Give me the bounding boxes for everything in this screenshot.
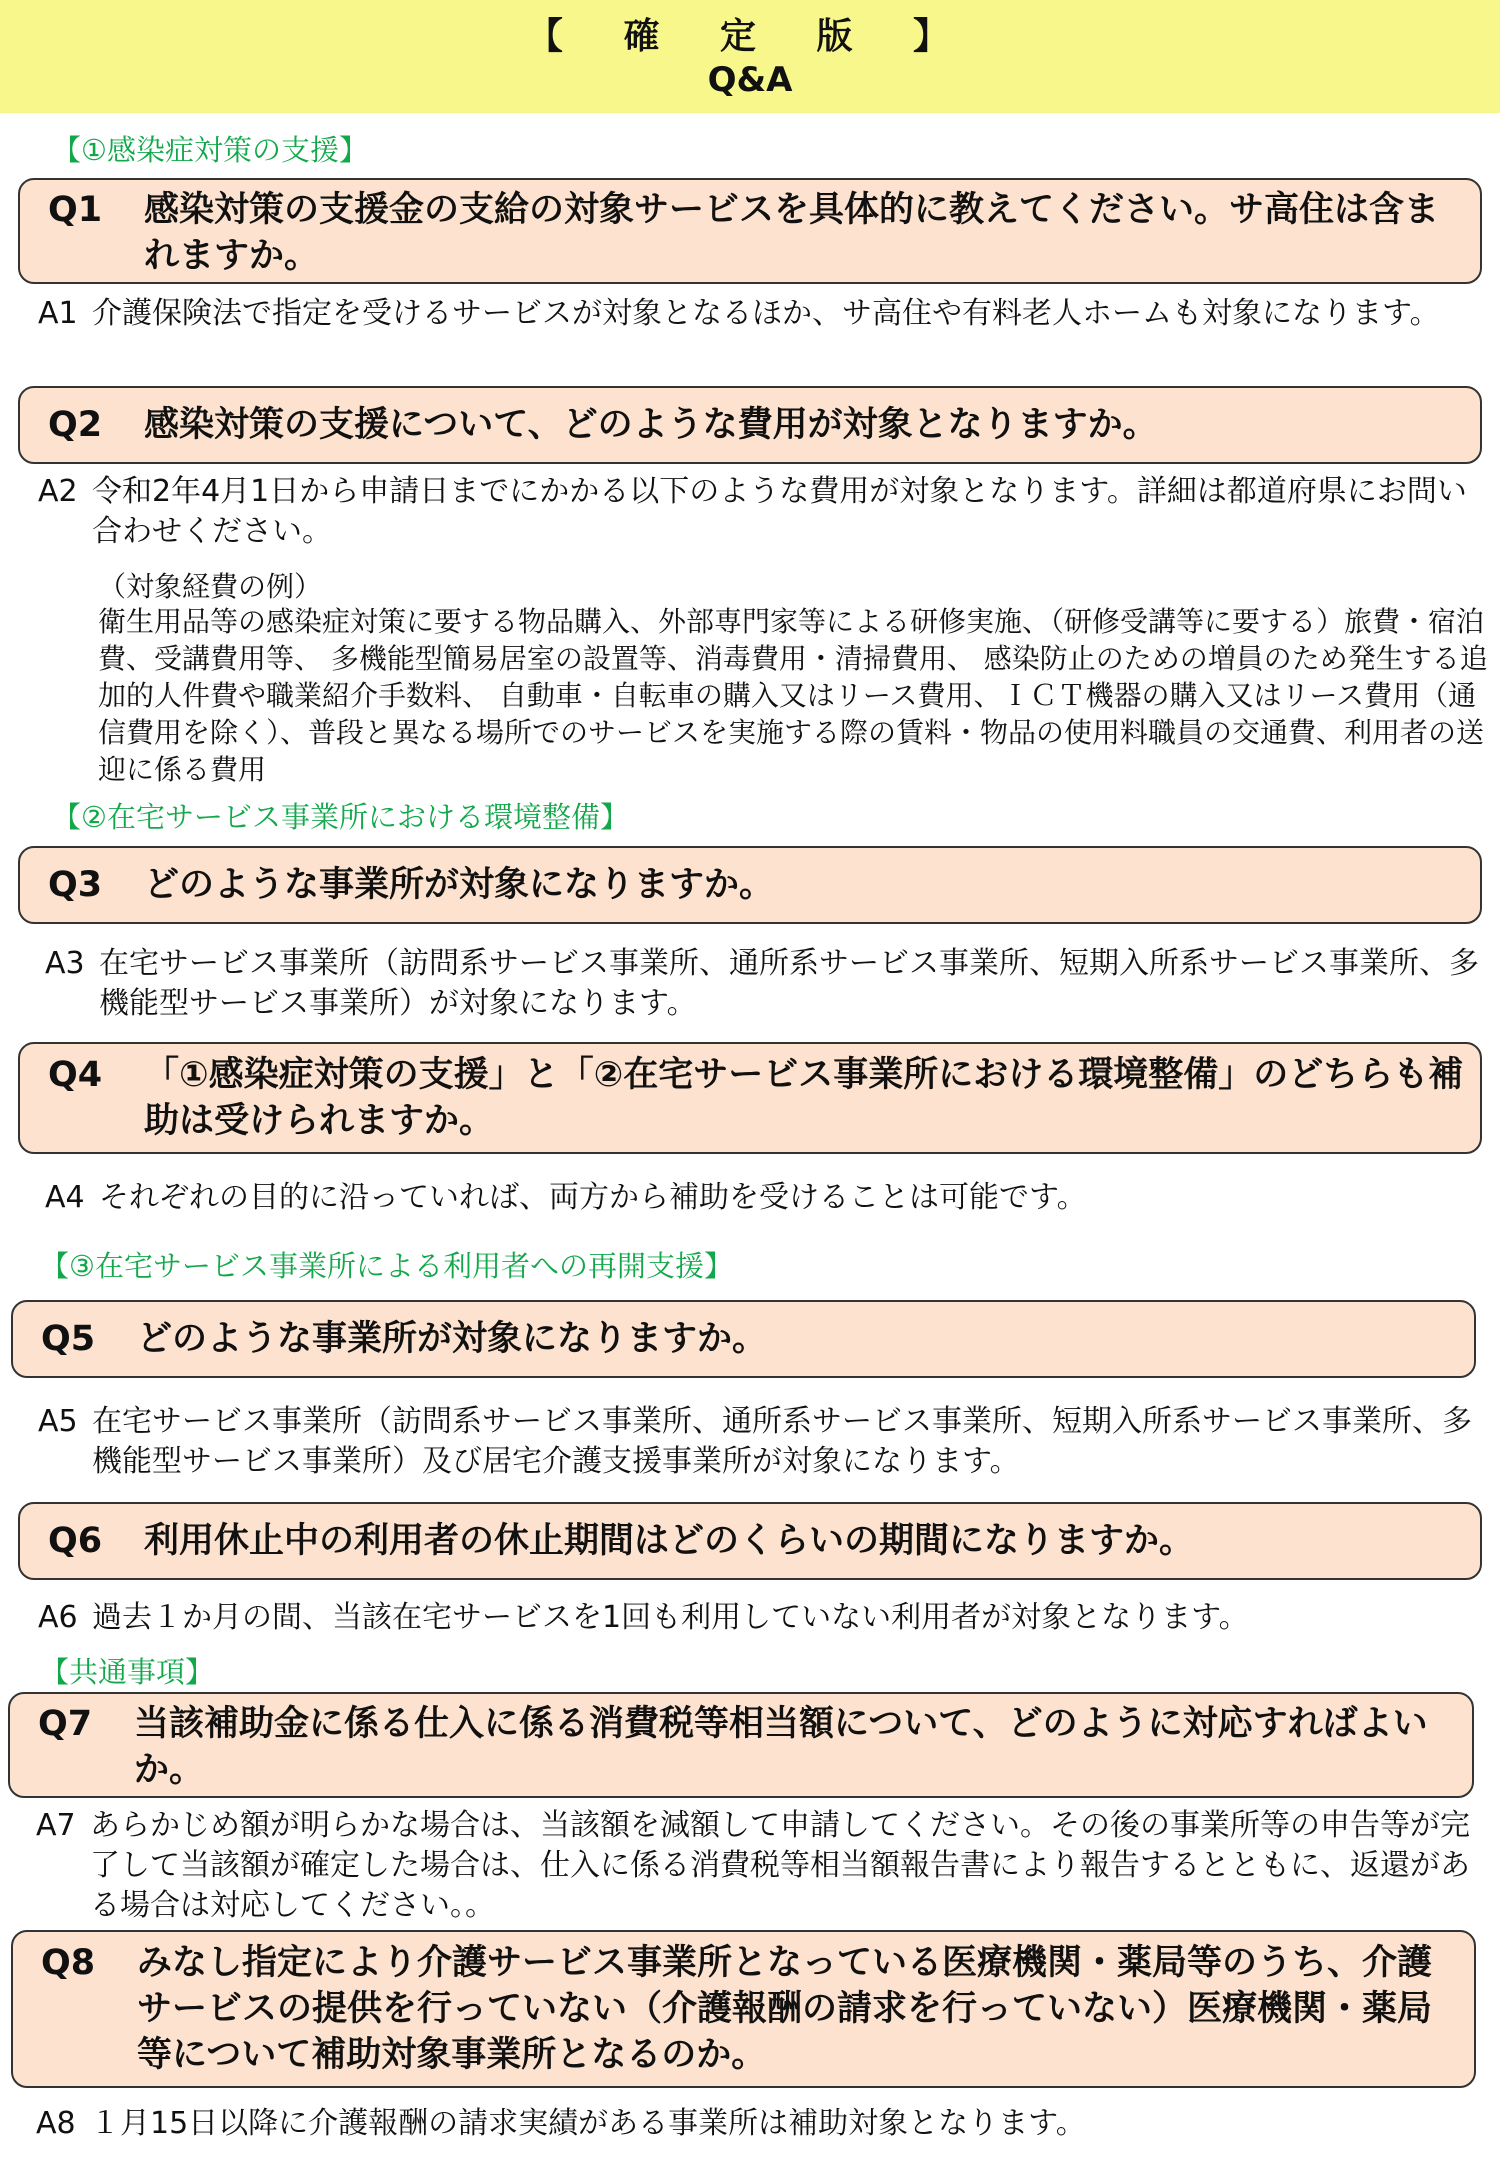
answer-1 (38, 294, 1488, 334)
question-text: 利用休止中の利用者の休止期間はどのくらいの期間になりますか。 (144, 1521, 1195, 1561)
answer-number: A4 (45, 1180, 85, 1215)
question-box-2 (18, 386, 1482, 464)
question-box-5 (11, 1300, 1476, 1378)
question-box-8 (11, 1930, 1476, 2088)
document-title: 【 確 定 版 】 (526, 16, 974, 57)
question-text: みなし指定により介護サービス事業所となっている医療機関・薬局等のうち、介護サービスの提供を行っていない（介護報酬の請求を行っていない）医療機関・薬局等について補助対象事業所となるのか。 (137, 1943, 1433, 2075)
answer-text: 令和2年4月1日から申請日までにかかる以下のような費用が対象となります。詳細は都道府県にお問い合わせください。 (92, 474, 1467, 549)
answer-number: A6 (38, 1600, 78, 1635)
answer-text: １月15日以降に介護報酬の請求実績がある事業所は補助対象となります。 (90, 2106, 1086, 2141)
answer-7 (36, 1806, 1488, 1926)
section-heading-3: 【③在宅サービス事業所による利用者への再開支援】 (40, 1249, 733, 1283)
answer-2 (38, 472, 1488, 552)
question-text: 感染対策の支援について、どのような費用が対象となりますか。 (144, 405, 1158, 445)
expense-example-label: （対象経費の例） (98, 570, 323, 603)
question-box-6 (18, 1502, 1482, 1580)
section-heading-1: 【①感染症対策の支援】 (52, 133, 368, 167)
document-subtitle: Q&A (707, 60, 793, 100)
question-text: 感染対策の支援金の支給の対象サービスを具体的に教えてください。サ高住は含まれますか。 (144, 190, 1440, 276)
question-number: Q3 (48, 865, 103, 905)
answer-number: A7 (36, 1808, 76, 1843)
answer-text: あらかじめ額が明らかな場合は、当該額を減額して申請してください。その後の事業所等の申告等が完了して当該額が確定した場合は、仕入に係る消費税等相当額報告書により報告するとともに、返還がある場合は対応してください。。 (90, 1808, 1470, 1923)
answer-number: A8 (36, 2106, 76, 2141)
question-number: Q8 (41, 1943, 96, 1983)
question-box-7 (8, 1692, 1474, 1798)
answer-5 (38, 1402, 1488, 1482)
question-number: Q5 (41, 1319, 96, 1359)
question-number: Q6 (48, 1521, 103, 1561)
question-text: 「①感染症対策の支援」と「②在宅サービス事業所における環境整備」のどちらも補助は受けられますか。 (144, 1055, 1464, 1141)
answer-text: 在宅サービス事業所（訪問系サービス事業所、通所系サービス事業所、短期入所系サービス事業所、多機能型サービス事業所）が対象になります。 (99, 946, 1479, 1021)
answer-text: 介護保険法で指定を受けるサービスが対象となるほか、サ高住や有料老人ホームも対象になります。 (92, 296, 1440, 331)
section-heading-4: 【共通事項】 (40, 1655, 215, 1689)
answer-3 (45, 944, 1485, 1024)
question-number: Q2 (48, 405, 103, 445)
answer-text: 在宅サービス事業所（訪問系サービス事業所、通所系サービス事業所、短期入所系サービス事業所、多機能型サービス事業所）及び居宅介護支援事業所が対象になります。 (92, 1404, 1472, 1479)
question-text: どのような事業所が対象になりますか。 (144, 865, 775, 905)
answer-number: A5 (38, 1404, 78, 1439)
question-text: 当該補助金に係る仕入に係る消費税等相当額について、どのように対応すればよいか。 (134, 1704, 1428, 1790)
question-number: Q1 (48, 190, 103, 230)
answer-text: それぞれの目的に沿っていれば、両方から補助を受けることは可能です。 (99, 1180, 1087, 1215)
answer-number: A1 (38, 296, 78, 331)
answer-number: A2 (38, 474, 78, 509)
question-number: Q7 (38, 1704, 93, 1744)
answer-6 (38, 1598, 1488, 1638)
document-header (0, 0, 1500, 113)
question-box-1 (18, 178, 1482, 284)
answer-8 (36, 2104, 1488, 2144)
question-number: Q4 (48, 1055, 103, 1095)
question-box-3 (18, 846, 1482, 924)
answer-text: 過去１か月の間、当該在宅サービスを1回も利用していない利用者が対象となります。 (92, 1600, 1249, 1635)
section-heading-2: 【②在宅サービス事業所における環境整備】 (52, 800, 629, 834)
answer-4 (45, 1178, 1485, 1218)
expense-example-text: 衛生用品等の感染症対策に要する物品購入、外部専門家等による研修実施、（研修受講等に要する）旅費・宿泊費、受講費用等、 多機能型簡易居室の設置等、消毒費用・清掃費用、 感染防止のための増員のため発生する追加的人件費や職業紹介手数料、 自動車・自転車の購入又はリース費用、ＩＣＴ機器の購入又はリース費用（通信費用を除く）、普段と異なる場所でのサービスを実施する際の賃料・物品の使用料職員の交通費、利用者の送迎に係る費用 (98, 605, 1488, 786)
question-text: どのような事業所が対象になりますか。 (137, 1319, 768, 1359)
question-box-4 (18, 1042, 1482, 1154)
answer-number: A3 (45, 946, 85, 981)
